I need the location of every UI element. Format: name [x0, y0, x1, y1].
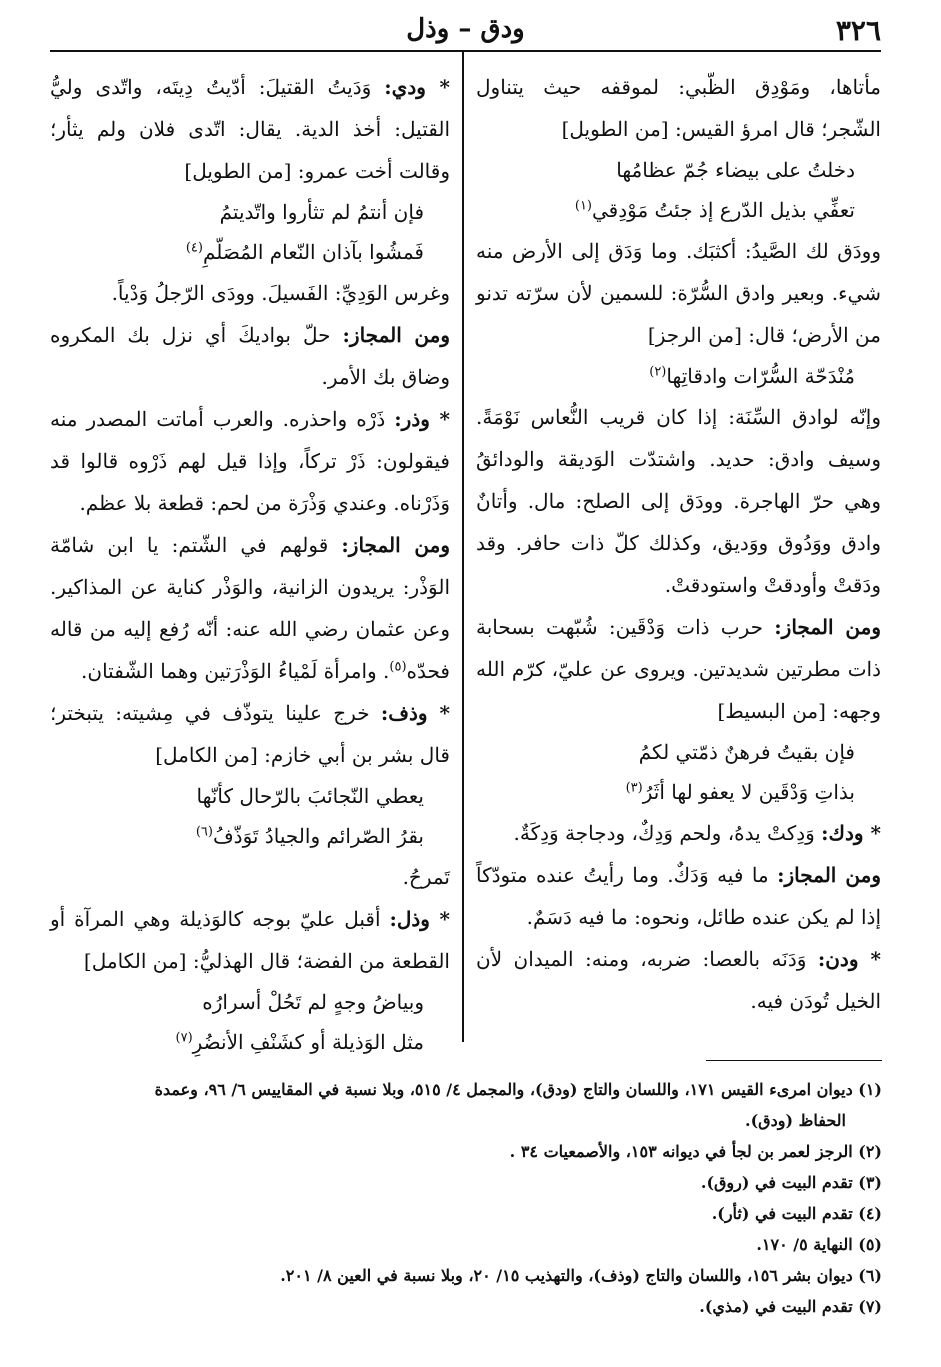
verse-line [476, 732, 881, 772]
entry-paragraph [476, 812, 881, 854]
left-column [50, 66, 450, 1062]
verse-line [50, 776, 450, 816]
entry-text: وغرس الوَدِيِّ: الفَسيلَ. وودَى الرّجلُ وَدْياً. [111, 281, 450, 305]
entry-lead: ومن المجاز: [342, 323, 450, 347]
entry-lead: * وذر: [394, 407, 450, 431]
footnote: (٧) تقدم البيت في (مذي). [699, 1297, 882, 1316]
running-title: ودق – وذل [406, 14, 525, 44]
verse-line [50, 982, 450, 1022]
footnote-marker: (٦) [195, 824, 213, 840]
verse-line [50, 816, 450, 856]
entry-paragraph [476, 854, 881, 938]
entry-paragraph [476, 230, 881, 356]
entry-text: وَدَنَه بالعصا: ضربه، ومنه: الميدان لأن الخيل تُودَن فيه. [476, 947, 881, 1013]
entry-text: يعطي النّجائبَ بالرّحال كأنّها [196, 784, 424, 808]
entry-paragraph [50, 398, 450, 524]
entry-text: تعفِّي بذيل الدّرع إذ جئتُ مَوْدِقي [592, 198, 855, 222]
entry-lead: * وذف: [380, 701, 450, 725]
entry-text: وَدِكتْ يدهُ، ولحم وَدِكٌ، ودجاجة وَدِكَةٌ. [513, 821, 822, 845]
entry-text: وبياضُ وجهٍ لم تَحُلْ أسرارُه [202, 990, 424, 1014]
entry-text: دخلتُ على بيضاء جُمّ عظامُها [616, 158, 855, 182]
column-divider [462, 52, 464, 1042]
footnote: (٥) النهاية ٥/ ١٧٠. [756, 1235, 882, 1254]
entry-text: بذاتِ وَدْقَين لا يعفو لها أثَرُ [642, 780, 855, 804]
entry-text: فإن بقيتُ فرهنٌ ذمّتي لكمُ [638, 740, 855, 764]
entry-text: وودَق لك الصَّيدُ: أكثبَك. وما وَدَق إلى الأرض منه شيء. وبعير وادق السُّرّة: للسمين لأن سرّته تدنو من الأرض؛ قال: [من الرجز] [476, 239, 881, 347]
entry-paragraph [50, 314, 450, 398]
entry-text: ما فيه وَدَكٌ. وما رأيتُ عنده متودّكاً إذا لم يكن عنده طائل، ونحوه: ما فيه دَسَمٌ. [476, 863, 881, 929]
verse-line [50, 192, 450, 232]
verse-line [476, 190, 881, 230]
entry-lead: * ودي: [384, 75, 450, 99]
verse-line [476, 356, 881, 396]
footnote-marker: (٤) [185, 240, 203, 256]
footnote: (٤) تقدم البيت في (ثأر). [711, 1204, 882, 1223]
entry-text: فإن أنتمُ لم تثأروا واتّديتمُ [219, 200, 424, 224]
footnote: (٦) ديوان بشر ١٥٦، واللسان والتاج (وذف)، والتهذيب ١٥/ ٢٠، وبلا نسبة في العين ٨/ ٢٠١. [280, 1266, 882, 1285]
footnote-marker: (٢) [649, 364, 667, 380]
entry-paragraph [50, 524, 450, 692]
entry-text: خرج علينا يتوذّف في مِشيته: يتبختر؛ قال بشر بن أبي خازم: [من الكامل] [50, 701, 450, 767]
entry-lead: * ودن: [817, 947, 881, 971]
footnote: (٣) تقدم البيت في (روق). [700, 1173, 882, 1192]
entry-paragraph [50, 272, 450, 314]
footnote: (٢) الرجز لعمر بن لجأ في ديوانه ١٥٣، والأصمعيات ٣٤ . [509, 1142, 882, 1161]
entry-lead: ومن المجاز: [341, 533, 450, 557]
verse-line [50, 232, 450, 272]
entry-text: حرب ذات وَدْقَين: شُبّهت بسحابة ذات مطرتين شديدتين. ويروى عن عليّ، كرّم الله وجهه: [من البسيط] [476, 615, 881, 723]
footnote-marker: (٧) [175, 1030, 193, 1046]
entry-paragraph [50, 856, 450, 898]
entry-text: مُنْدَحّة السُّرّات وادقاتِها [666, 364, 855, 388]
entry-lead: ومن المجاز: [777, 863, 881, 887]
entry-text: حلّ بواديكَ أي نزل بك المكروه وضاق بك الأمر. [50, 323, 450, 389]
footnote-marker: (٣) [625, 780, 643, 796]
entry-paragraph [476, 66, 881, 150]
entry-paragraph [476, 396, 881, 606]
entry-paragraph [476, 606, 881, 732]
entry-lead: * وذل: [389, 907, 450, 931]
entry-paragraph [476, 938, 881, 1022]
entry-paragraph [50, 66, 450, 192]
entry-text: تَمرحُ. [402, 865, 450, 889]
entry-lead: ومن المجاز: [774, 615, 881, 639]
footnotes [48, 1074, 882, 1322]
entry-text: أقبل عليّ بوجه كالوَذيلة وهي المرآة أو القطعة من الفضة؛ قال الهذليُّ: [من الكامل] [50, 907, 450, 973]
entry-text: مثل الوَذيلة أو كشَنْفِ الأنضُرِ [192, 1030, 424, 1054]
entry-text: قولهم في الشّتم: يا ابن شامّة الوَذْر: يريدون الزانية، والوَذْر كناية عن المذاكير. وعن عثمان رضي الله عنه: أنّه رُفع إليه من قاله فحدّه [50, 533, 450, 683]
footnote: الحفاظ (ودق). [745, 1111, 846, 1130]
footnote: (١) ديوان امرىء القيس ١٧١، واللسان والتاج (ودق)، والمجمل ٤/ ٥١٥، وبلا نسبة في المقاييس ٦/ ٩٦، وعمدة [154, 1080, 882, 1099]
entry-text: وَدَيتُ القتيلَ: أدّيتُ دِيتَه، واتّدى وليُّ القتيل: أخذ الدية. يقال: اتّدى فلان ولم يثأر؛ وقالت أخت عمرو: [من الطويل] [50, 75, 450, 183]
footnote-rule [706, 1060, 882, 1061]
verse-line [50, 1022, 450, 1062]
verse-line [476, 150, 881, 190]
entry-text: مأتاها، ومَوْدِق الظّبي: لموقفه حيث يتناول الشّجر؛ قال امرؤ القيس: [من الطويل] [476, 75, 881, 141]
entry-text: وإنّه لوادق السِّنَة: إذا كان قريب النُّعاس نَوْمَةً. وسيف وادق: حديد. واشتدّت الوَديقة والودائقُ وهي حرّ الهاجرة. وودَق إلى الصلح: مال. وأتانٌ وادق ووَدُوق ووَديق، وكذلك كلّ ذات حافر. وقد ودَقتْ وأودقتْ واستودقتْ. [476, 405, 881, 597]
entry-paragraph [50, 898, 450, 982]
verse-line [476, 772, 881, 812]
footnote-marker: (١) [574, 198, 592, 214]
entry-text: بقرُ الصّرائم والجيادُ تَوَذّفُ [212, 824, 424, 848]
entry-lead: * ودك: [821, 821, 881, 845]
entry-paragraph [50, 692, 450, 776]
footnote-marker: (٥) [389, 659, 407, 675]
entry-text: فَمشُوا بآذان النّعام المُصَلّمِ [202, 240, 424, 264]
entry-text-tail: . وامرأة لَمْياءُ الوَذْرَتين وهما الشّفتان. [81, 659, 390, 683]
page-number: ٣٢٦ [835, 14, 881, 47]
entry-text: ذَرْه واحذره. والعرب أماتت المصدر منه فيقولون: ذَرْ تركاً، وإذا قيل لهم ذَرْوه قالوا قد وَذَرْناه. وعندي وَذْرَة من لحم: قطعة بلا عظم. [50, 407, 450, 515]
page-header [50, 8, 881, 52]
right-column [476, 66, 881, 1022]
